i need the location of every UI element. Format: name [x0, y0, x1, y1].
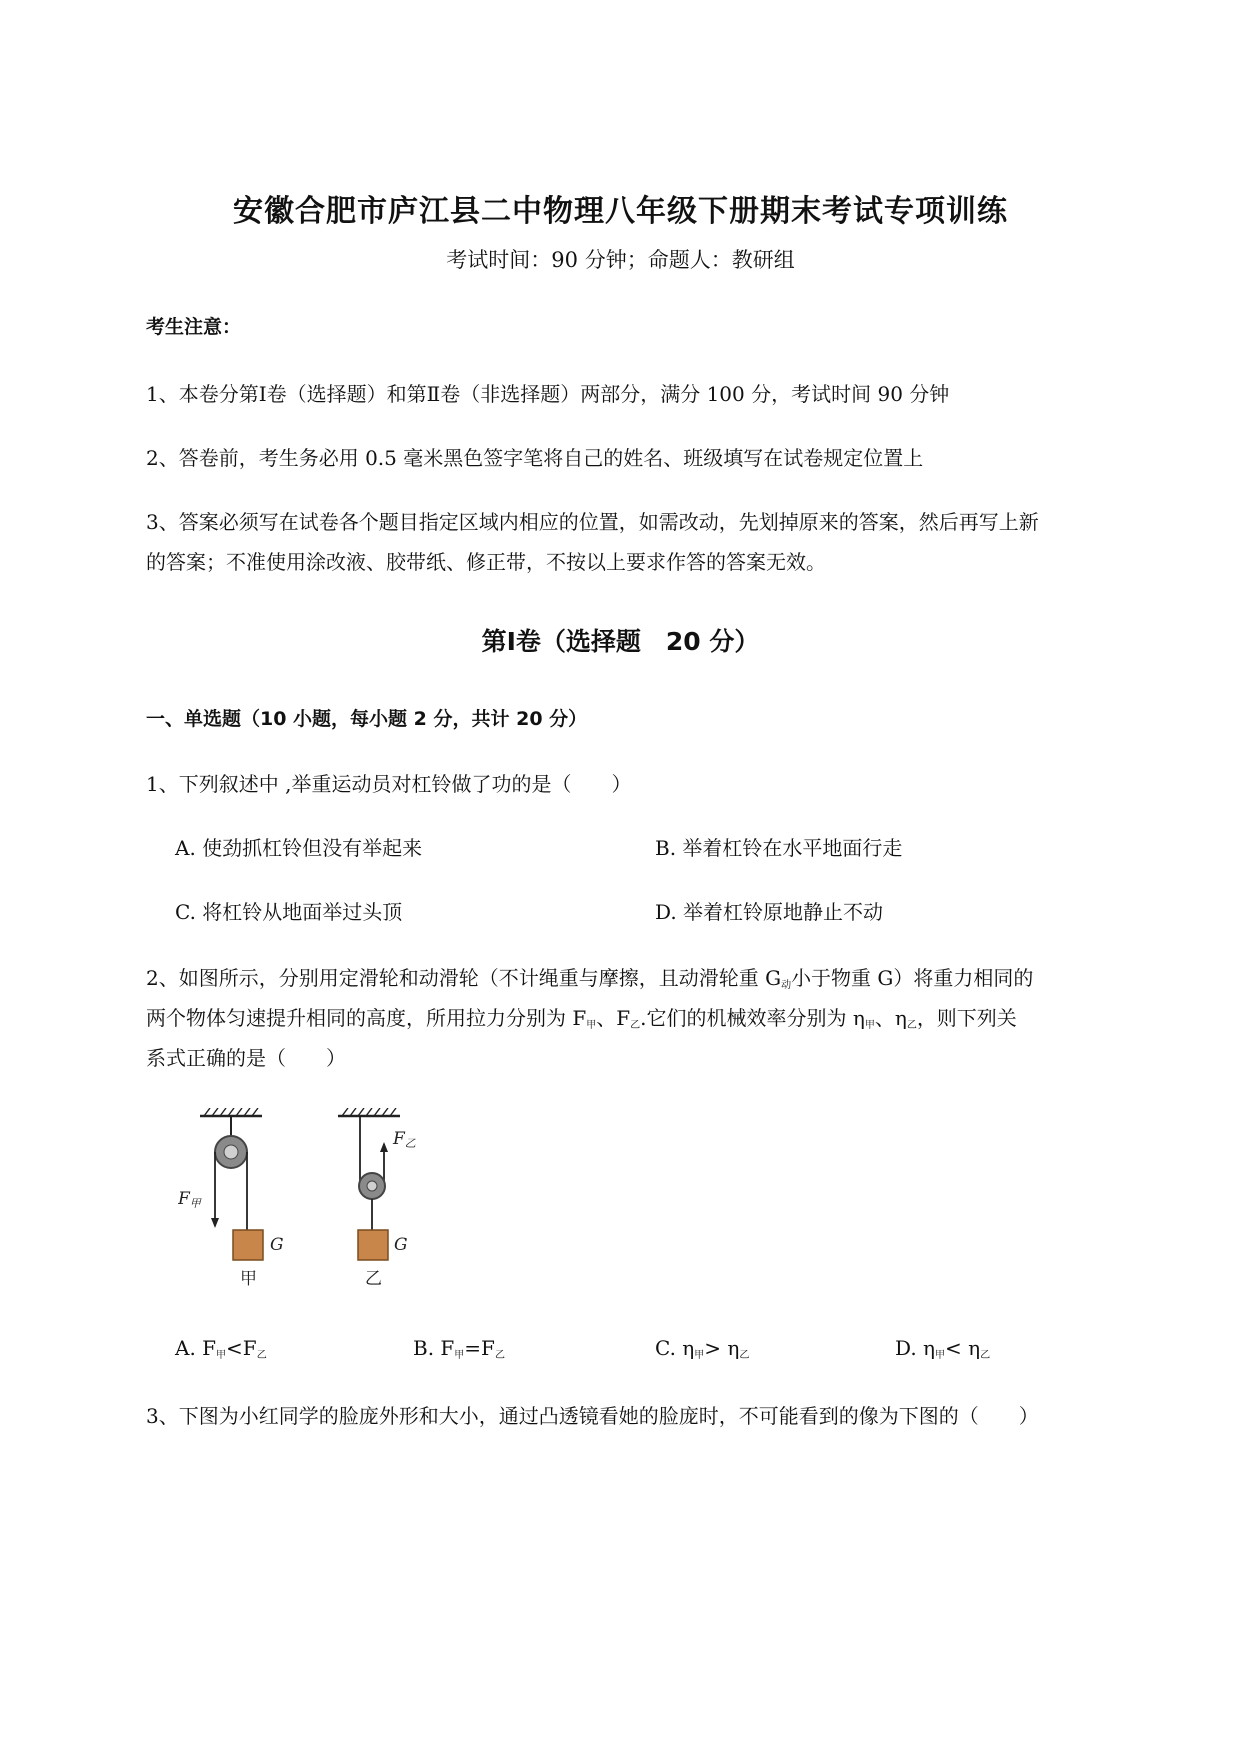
notice-item-3-cont: 的答案；不准使用涂改液、胶带纸、修正带，不按以上要求作答的答案无效。	[146, 550, 826, 574]
weight-label-left: G	[270, 1235, 284, 1255]
question-3-stem: 3、下图为小红同学的脸庞外形和大小，通过凸透镜看她的脸庞时，不可能看到的像为下图的（ ）	[146, 1404, 1039, 1428]
question-1-option-b: B. 举着杠铃在水平地面行走	[655, 836, 903, 860]
question-2-option-d: D. $\eta_甲< \eta_乙$	[895, 1336, 991, 1361]
question-1-option-a: A. 使劲抓杠铃但没有举起来	[175, 836, 423, 860]
question-1-option-d: D. 举着杠铃原地静止不动	[655, 900, 884, 924]
notice-item-3: 3、答案必须写在试卷各个题目指定区域内相应的位置，如需改动，先划掉原来的答案，然后再写上新	[146, 510, 1039, 534]
force-label-left: F甲	[178, 1189, 201, 1210]
question-1-stem: 1、下列叙述中 ,举重运动员对杠铃做了功的是（ ）	[146, 772, 632, 796]
notice-heading: 考生注意：	[146, 316, 242, 338]
caption-left: 甲	[240, 1269, 257, 1288]
weight-block-right	[358, 1230, 388, 1260]
force-arrow-down	[211, 1218, 219, 1228]
question-2-line-2: 两个物体匀速提升相同的高度，所用拉力分别为 $F_甲$、$F_乙$.它们的机械效率分别为 $\eta_甲$、$\eta_乙$，则下列关	[146, 1006, 1017, 1031]
fixed-pulley-diagram	[178, 1108, 284, 1288]
weight-block-left	[233, 1230, 263, 1260]
question-2-option-b: B. $F_甲=F_乙$	[413, 1336, 505, 1361]
part-heading: 一、单选题（10 小题，每小题 2 分，共计 20 分）	[146, 708, 588, 730]
notice-item-1: 1、本卷分第Ⅰ卷（选择题）和第Ⅱ卷（非选择题）两部分，满分 100 分，考试时间 90 分钟	[146, 382, 950, 406]
movable-pulley-diagram	[338, 1108, 416, 1288]
exam-info: 考试时间：90 分钟；命题人：教研组	[446, 248, 795, 272]
question-2-line-3: 系式正确的是（ ）	[146, 1046, 346, 1070]
notice-item-2: 2、答卷前，考生务必用 0.5 毫米黑色签字笔将自己的姓名、班级填写在试卷规定位置上	[146, 446, 924, 470]
question-2-line-1: 2、如图所示，分别用定滑轮和动滑轮（不计绳重与摩擦，且动滑轮重 $G_动$小于物重 G）将重力相同的	[146, 966, 1034, 991]
question-2-option-c: C. $\eta_甲> \eta_乙$	[655, 1336, 750, 1361]
question-1-option-c: C. 将杠铃从地面举过头顶	[175, 900, 403, 924]
force-arrow-up	[380, 1142, 388, 1152]
force-label-right: F乙	[393, 1129, 416, 1150]
caption-right: 乙	[365, 1269, 382, 1288]
page-title: 安徽合肥市庐江县二中物理八年级下册期末考试专项训练	[233, 194, 1008, 229]
weight-label-right: G	[394, 1235, 408, 1255]
section-title: 第Ⅰ卷（选择题 20 分）	[481, 627, 760, 656]
question-2-option-a: A. $F_甲<F_乙$	[175, 1336, 267, 1361]
pulley-figure	[178, 1108, 458, 1288]
